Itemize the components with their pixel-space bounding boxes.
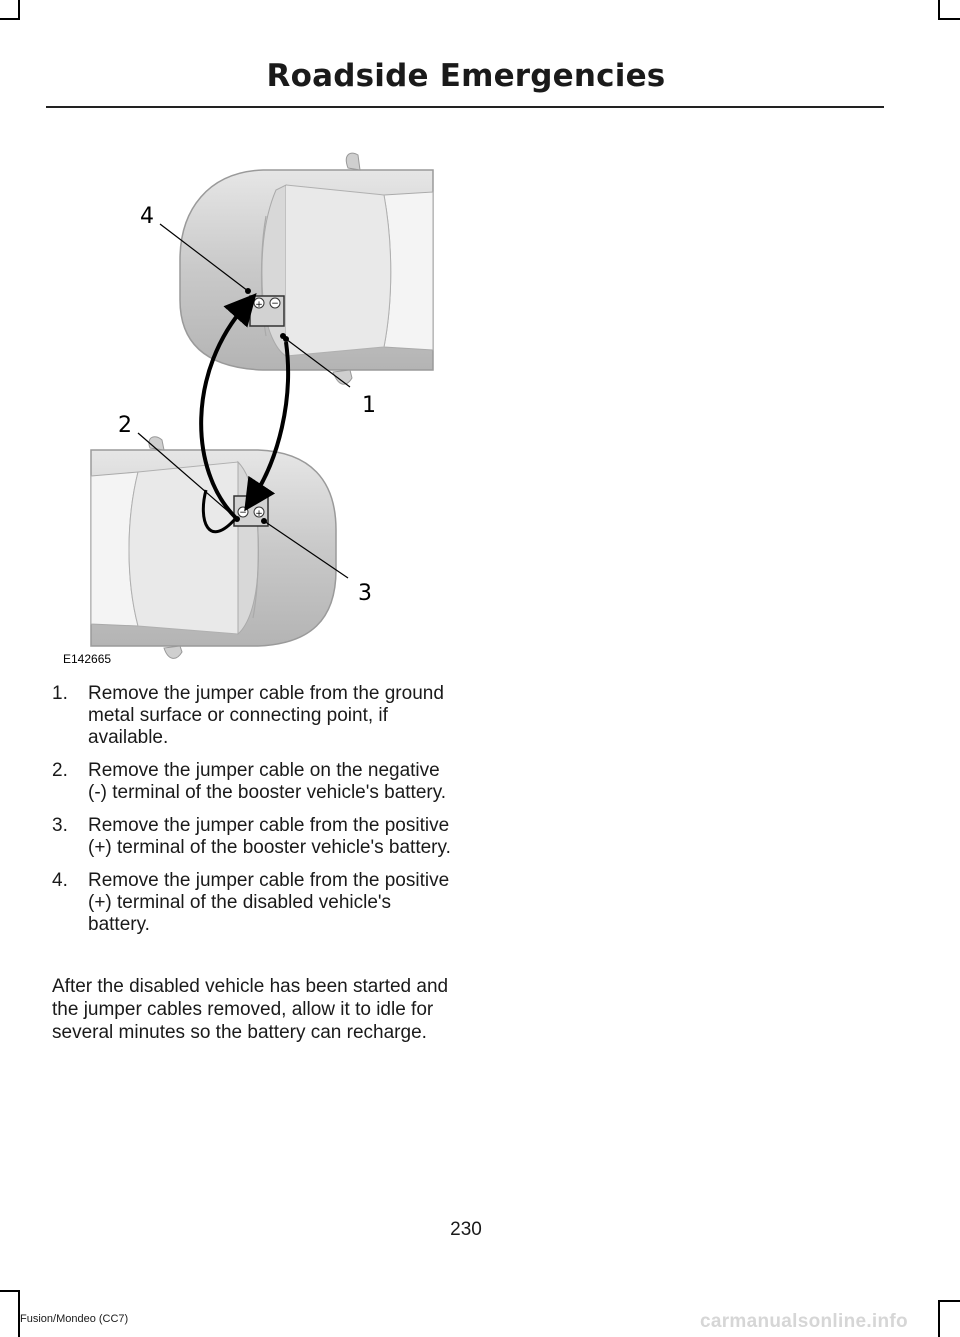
step-text: Remove the jumper cable from the positive (+) terminal of the booster vehicle's battery.	[88, 815, 451, 858]
diagram-svg	[63, 150, 433, 670]
svg-text:−: −	[271, 299, 279, 309]
steps-list	[52, 683, 452, 947]
crop-mark	[938, 0, 940, 18]
list-item	[52, 870, 452, 936]
crop-mark	[938, 18, 960, 20]
step-text: Remove the jumper cable from the positive (+) terminal of the disabled vehicle's battery.	[88, 870, 450, 935]
footer-model: Fusion/Mondeo (CC7)	[20, 1313, 129, 1325]
step-number: 2.	[52, 760, 68, 781]
crop-mark	[938, 1300, 960, 1302]
crop-mark	[18, 0, 20, 18]
callout-1: 1	[362, 393, 376, 418]
body-paragraph: After the disabled vehicle has been started and the jumper cables removed, allow it to idle for several minutes so the battery can recharge.	[52, 976, 449, 1043]
svg-text:+: +	[255, 509, 263, 519]
step-text: Remove the jumper cable on the negative (-) terminal of the booster vehicle's battery.	[88, 760, 447, 803]
list-item	[52, 683, 452, 749]
callout-3: 3	[358, 581, 372, 606]
crop-mark	[938, 1300, 940, 1337]
jumper-cable-diagram	[63, 150, 433, 670]
crop-mark	[0, 18, 20, 20]
step-number: 3.	[52, 815, 68, 836]
callout-4: 4	[140, 204, 154, 229]
figure-code: E142665	[63, 652, 112, 666]
svg-text:+: +	[255, 300, 263, 310]
list-item	[52, 815, 452, 859]
step-text: Remove the jumper cable from the ground metal surface or connecting point, if available.	[88, 683, 444, 748]
page-title: Roadside Emergencies	[266, 58, 666, 94]
crop-mark	[0, 1290, 20, 1292]
step-number: 4.	[52, 870, 68, 891]
booster-vehicle	[91, 437, 336, 659]
callout-2: 2	[118, 413, 132, 438]
watermark: carmanualsonline.info	[700, 1311, 908, 1332]
list-item	[52, 760, 452, 804]
page-number: 230	[450, 1219, 482, 1240]
header-divider	[46, 106, 884, 108]
step-number: 1.	[52, 683, 68, 704]
svg-text:−: −	[239, 508, 247, 518]
